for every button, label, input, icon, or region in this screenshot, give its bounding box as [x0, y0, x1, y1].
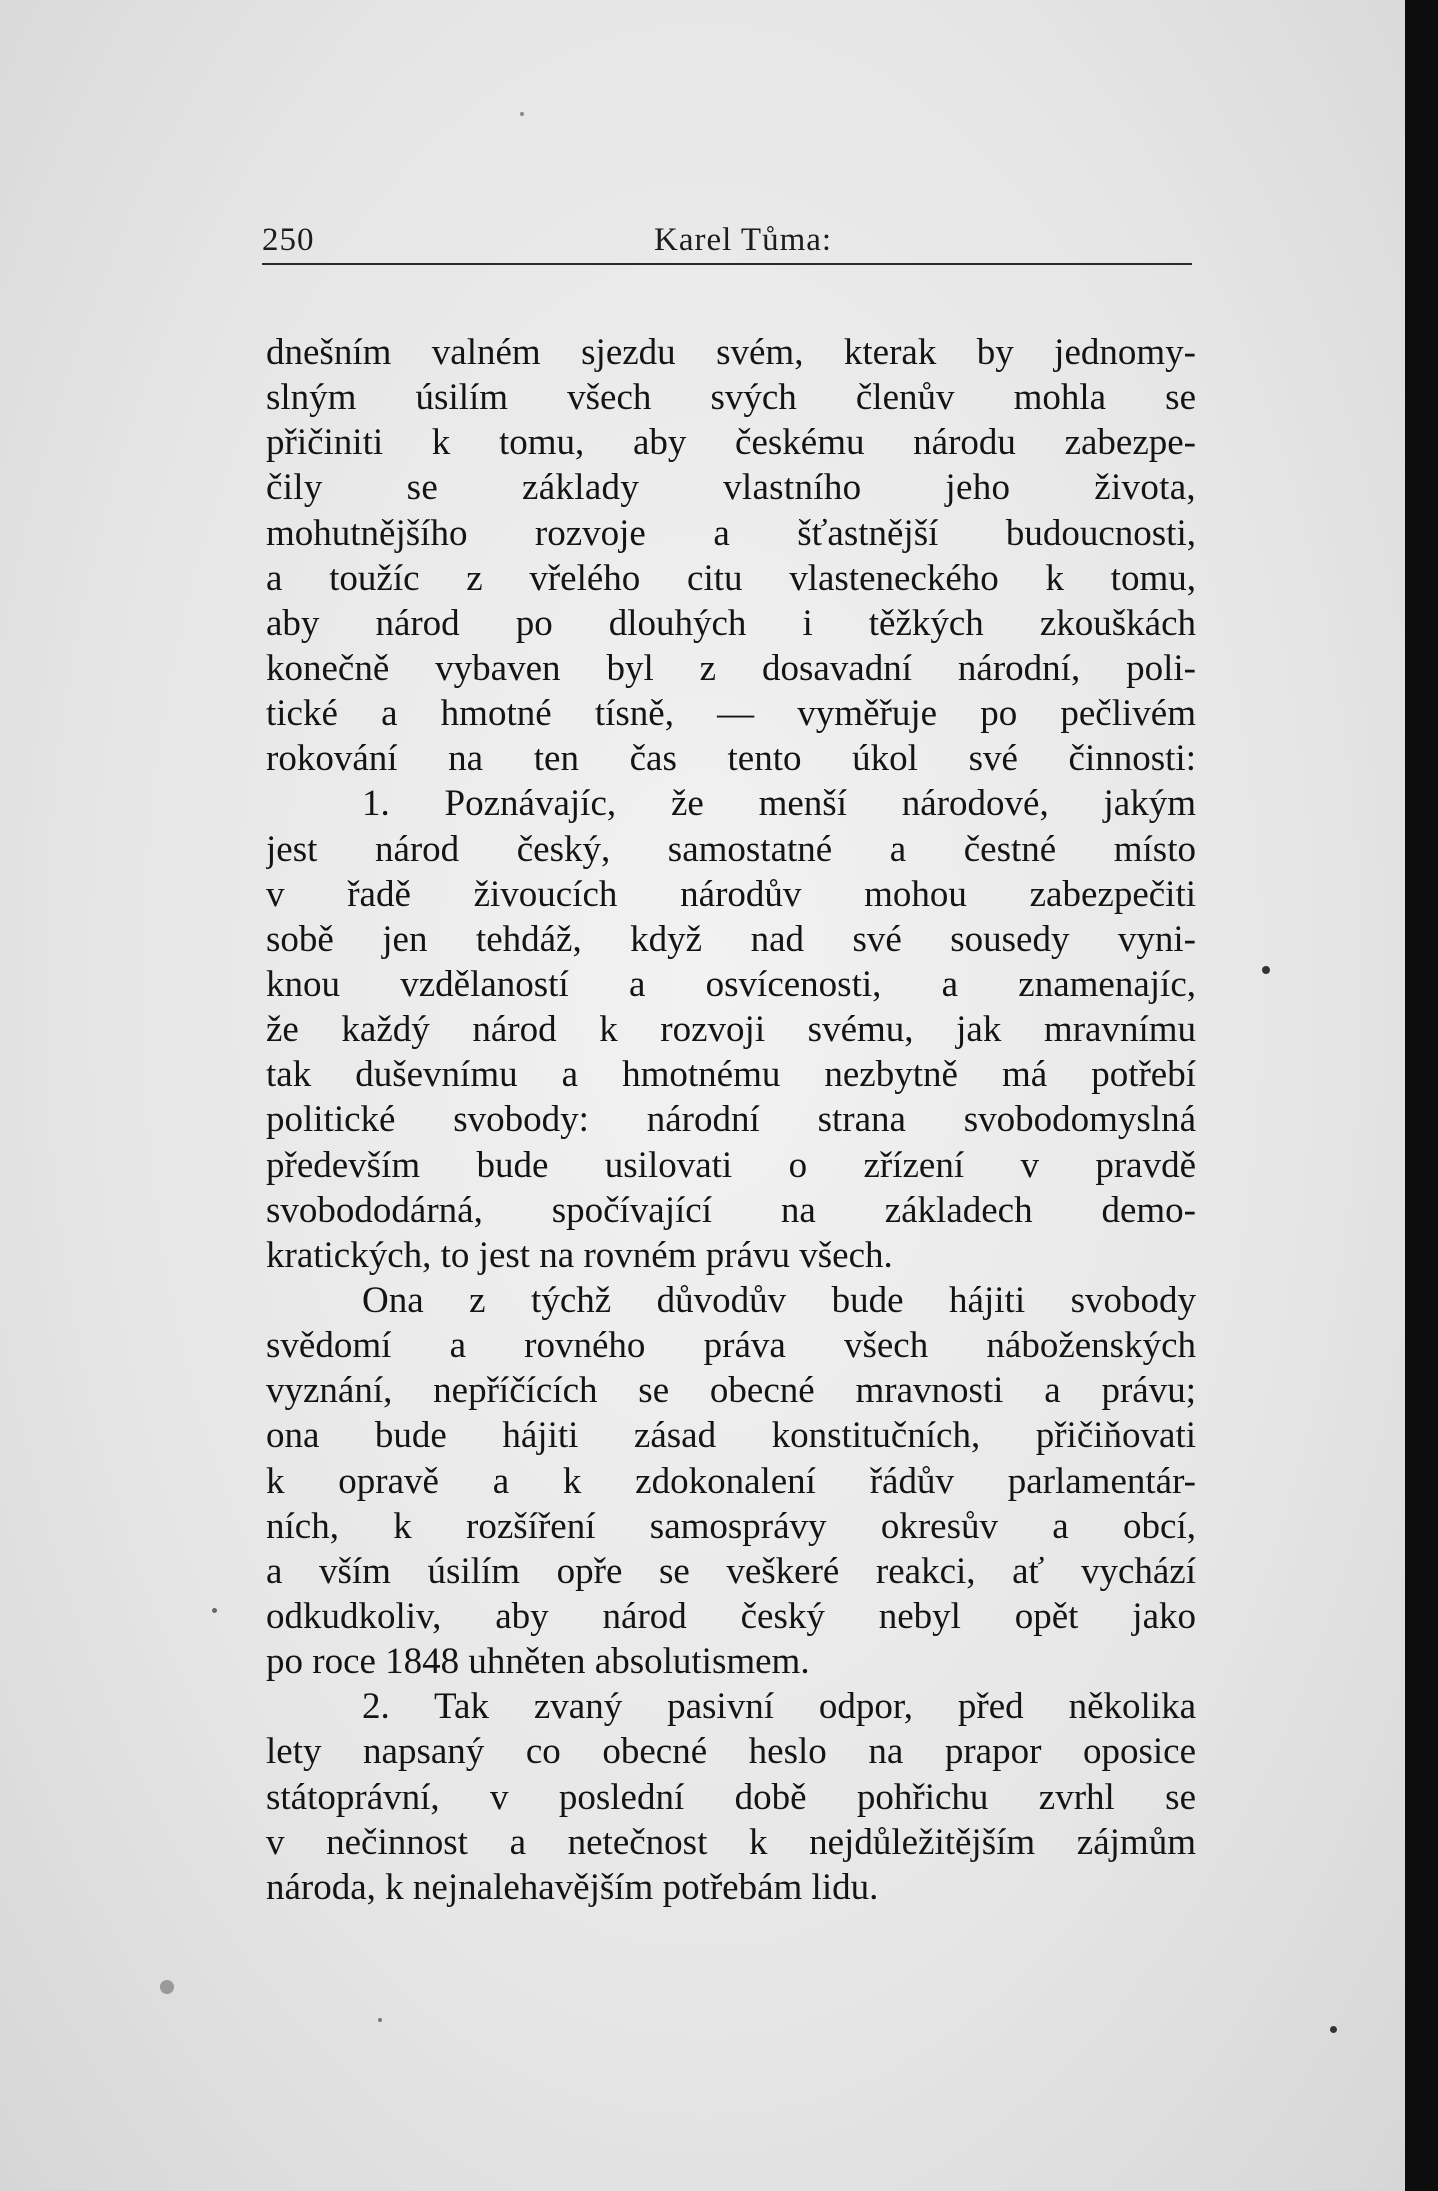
speck-mark [378, 2018, 382, 2022]
text-line: čily se základy vlastního jeho života, [266, 467, 1196, 509]
text-line: k opravě a k zdokonalení řádův parlamentár- [266, 1460, 1196, 1502]
text-line: státoprávní, v poslední době pohřichu zvrhl se [266, 1776, 1196, 1818]
text-line: 1. Poznávajíc, že menší národové, jakým [362, 783, 1196, 825]
text-line: ona bude hájiti zásad konstitučních, přičiňovati [266, 1415, 1196, 1457]
text-line: svobododárná, spočívající na základech demo- [266, 1189, 1196, 1231]
header-rule [262, 263, 1192, 265]
text-line: v nečinnost a netečnost k nejdůležitějším zájmům [266, 1821, 1196, 1863]
running-head: Karel Tůma: [654, 222, 833, 258]
text-line: že každý národ k rozvoji svému, jak mravnímu [266, 1009, 1196, 1051]
page-number: 250 [262, 222, 315, 258]
speck-mark [160, 1980, 174, 1994]
text-line: Ona z týchž důvodův bude hájiti svobody [362, 1279, 1196, 1321]
text-line: přičiniti k tomu, aby českému národu zabezpe- [266, 422, 1196, 464]
text-line: knou vzdělaností a osvícenosti, a znamenajíc, [266, 963, 1196, 1005]
text-line: tak duševnímu a hmotnému nezbytně má potřebí [266, 1054, 1196, 1096]
text-line: sobě jen tehdáž, když nad své sousedy vyni- [266, 918, 1196, 960]
text-line: především bude usilovati o zřízení v pravdě [266, 1144, 1196, 1186]
text-line: ních, k rozšíření samosprávy okresův a obcí, [266, 1505, 1196, 1547]
text-line: aby národ po dlouhých i těžkých zkouškách [266, 602, 1196, 644]
text-line: tické a hmotné tísně, — vyměřuje po pečlivém [266, 693, 1196, 735]
text-line: mohutnějšího rozvoje a šťastnější budoucnosti, [266, 512, 1196, 554]
text-line: dnešním valném sjezdu svém, kterak by jednomy- [266, 332, 1196, 373]
text-line: lety napsaný co obecné heslo na prapor oposice [266, 1731, 1196, 1773]
text-line: odkudkoliv, aby národ český nebyl opět jako [266, 1595, 1196, 1637]
speck-mark [1262, 966, 1270, 974]
speck-mark [520, 112, 524, 116]
speck-mark [212, 1608, 217, 1613]
text-line: v řadě živoucích národův mohou zabezpečiti [266, 873, 1196, 915]
text-line: a toužíc z vřelého citu vlasteneckého k tomu, [266, 557, 1196, 599]
text-line: rokování na ten čas tento úkol své činnosti: [266, 738, 1196, 780]
text-line: kratických, to jest na rovném právu všech. [266, 1234, 893, 1276]
text-line: a vším úsilím opře se veškeré reakci, ať vychází [266, 1550, 1196, 1592]
text-line: vyznání, nepříčících se obecné mravnosti a právu; [266, 1370, 1196, 1412]
text-line: národa, k nejnalehavějším potřebám lidu. [266, 1866, 879, 1908]
text-line: konečně vybaven byl z dosavadní národní, poli- [266, 647, 1196, 689]
body-text [266, 330, 1196, 1910]
page-header [262, 218, 1192, 266]
text-line: jest národ český, samostatné a čestné místo [266, 828, 1196, 870]
text-line: slným úsilím všech svých členův mohla se [266, 377, 1196, 419]
text-line: 2. Tak zvaný pasivní odpor, před několika [362, 1686, 1196, 1728]
text-line: politické svobody: národní strana svobodomyslná [266, 1099, 1196, 1141]
text-line: svědomí a rovného práva všech náboženských [266, 1325, 1196, 1367]
speck-mark [1330, 2026, 1337, 2033]
text-line: po roce 1848 uhněten absolutismem. [266, 1641, 810, 1683]
page-edge-shadow [1405, 0, 1438, 2191]
